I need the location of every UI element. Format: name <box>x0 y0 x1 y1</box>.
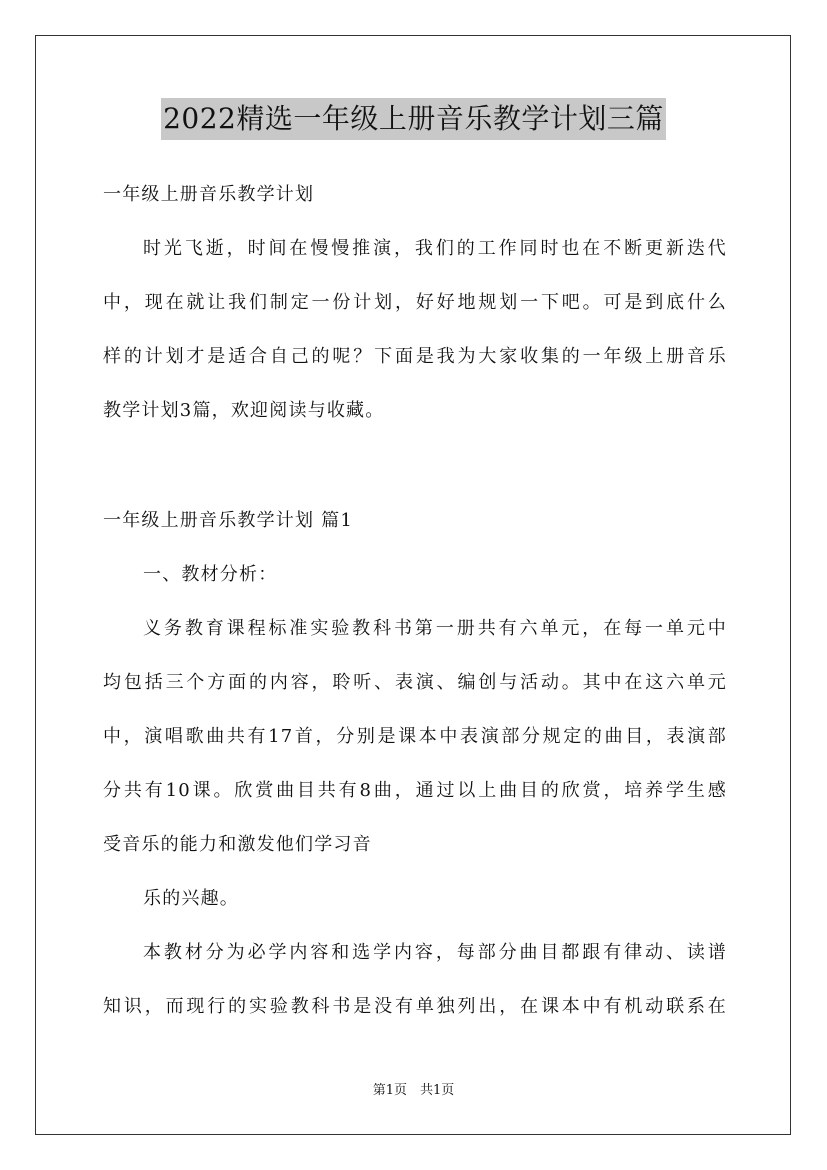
paragraph-line: 受音乐的能力和激发他们学习音 <box>103 834 372 855</box>
paragraph-line: 分共有10课。欣赏曲目共有8曲，通过以上曲目的欣赏，培养学生感 <box>103 780 727 801</box>
document-subtitle: 一年级上册音乐教学计划 <box>103 184 315 205</box>
paragraph-line: 乐的兴趣。 <box>143 888 239 909</box>
paragraph-gap <box>103 438 727 494</box>
paragraph-line: 义务教育课程标准实验教科书第一册共有六单元，在每一单元中 <box>143 618 727 639</box>
paragraph-line: 均包括三个方面的内容，聆听、表演、编创与活动。其中在这六单元 <box>103 672 727 693</box>
document-title: 2022精选一年级上册音乐教学计划三篇 <box>161 98 666 140</box>
intro-line: 中，现在就让我们制定一份计划，好好地规划一下吧。可是到底什么 <box>103 292 727 313</box>
title-container <box>0 98 827 140</box>
intro-line: 时光飞逝，时间在慢慢推演，我们的工作同时也在不断更新迭代 <box>143 238 727 259</box>
paragraph-line: 本教材分为必学内容和选学内容，每部分曲目都跟有律动、读谱 <box>143 942 727 963</box>
intro-line: 教学计划3篇，欢迎阅读与收藏。 <box>103 400 385 421</box>
subheading: 一、教材分析： <box>143 564 278 585</box>
document-body <box>103 168 727 1034</box>
paragraph-line: 中，演唱歌曲共有17首，分别是课本中表演部分规定的曲目，表演部 <box>103 726 727 747</box>
section-heading: 一年级上册音乐教学计划 篇1 <box>103 510 353 531</box>
page-footer: 第1页 共1页 <box>372 1083 455 1098</box>
intro-line: 样的计划才是适合自己的呢？下面是我为大家收集的一年级上册音乐 <box>103 346 727 367</box>
paragraph-line: 知识，而现行的实验教科书是没有单独列出，在课本中有机动联系在 <box>103 996 727 1017</box>
